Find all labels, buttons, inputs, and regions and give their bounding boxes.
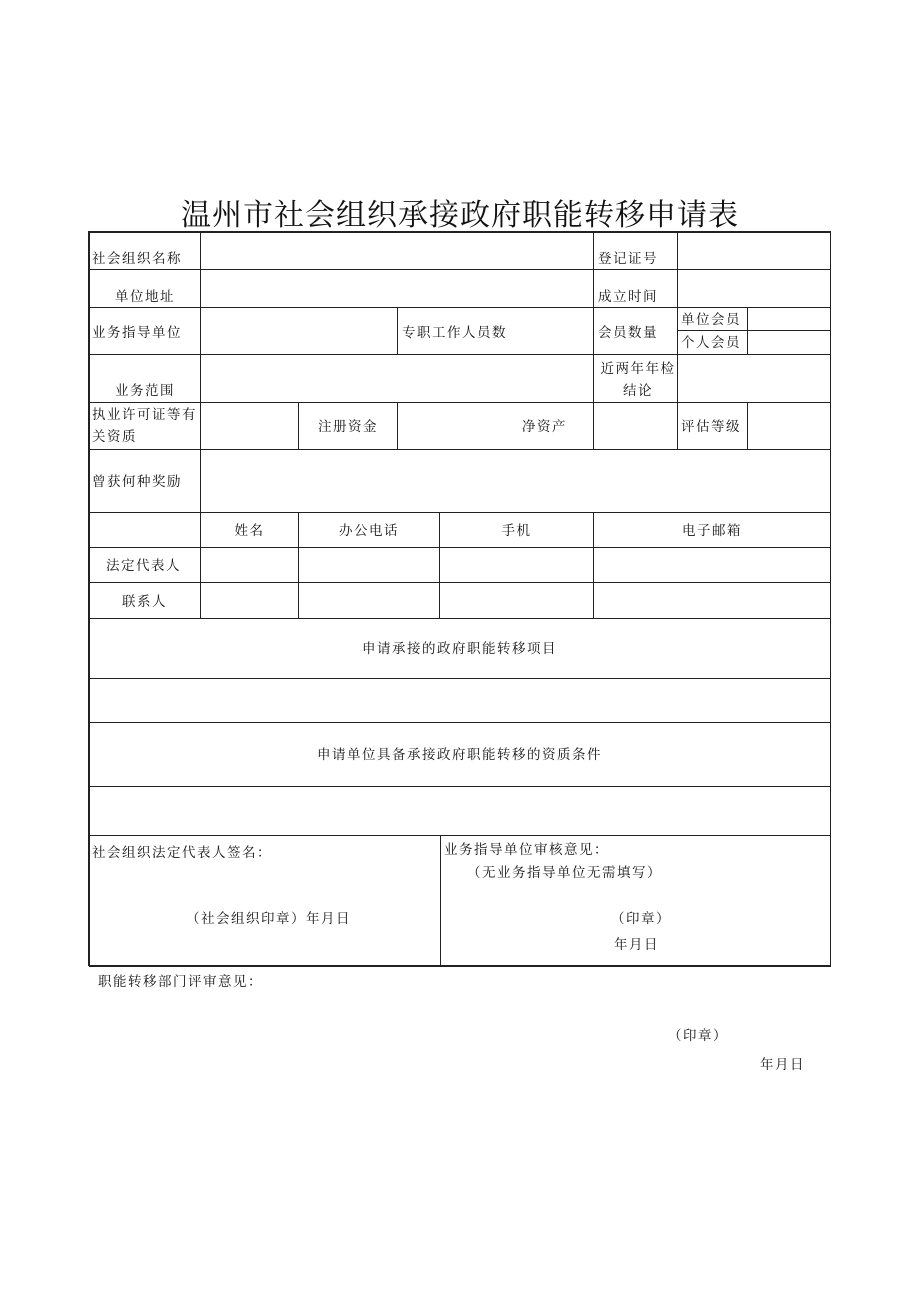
contact-header-name bbox=[200, 512, 299, 548]
license-label-cell bbox=[88, 402, 201, 450]
license-field[interactable] bbox=[200, 402, 299, 450]
annual-check-label: 近两年年检结论 bbox=[600, 361, 676, 399]
application-form-table bbox=[89, 232, 831, 967]
guide-note: （无业务指导单位无需填写） bbox=[467, 865, 662, 881]
dept-seal: （印章） bbox=[668, 1028, 728, 1044]
legal-rep-label-cell bbox=[88, 547, 201, 583]
rating-label: 评估等级 bbox=[681, 419, 741, 435]
scope-label-cell bbox=[88, 354, 201, 403]
awards-label-cell bbox=[88, 449, 201, 513]
founded-label-cell bbox=[593, 269, 678, 308]
header-mobile-label: 手机 bbox=[501, 523, 532, 539]
org-name-label: 社会组织名称 bbox=[92, 251, 182, 267]
header-email-label: 电子邮箱 bbox=[682, 523, 742, 539]
net-assets-label: 净资产 bbox=[522, 419, 567, 435]
legal-rep-mobile-field[interactable] bbox=[439, 547, 594, 583]
reg-capital-label-cell bbox=[298, 402, 398, 450]
person-member-label-cell bbox=[677, 330, 748, 355]
address-field[interactable] bbox=[200, 269, 594, 308]
dept-date: 年月日 bbox=[760, 1057, 805, 1073]
unit-member-field[interactable] bbox=[747, 307, 831, 331]
org-name-field[interactable] bbox=[200, 231, 594, 270]
rating-field[interactable] bbox=[747, 402, 831, 450]
annual-check-field[interactable] bbox=[677, 354, 831, 403]
unit-member-label: 单位会员 bbox=[681, 312, 741, 328]
contact-office-phone-field[interactable] bbox=[298, 582, 440, 619]
rating-label-cell bbox=[677, 402, 748, 450]
header-office-phone-label: 办公电话 bbox=[339, 523, 399, 539]
qualifications-section-title: 申请单位具备承接政府职能转移的资质条件 bbox=[317, 747, 602, 763]
projects-field[interactable] bbox=[88, 678, 831, 723]
address-label-cell bbox=[88, 269, 201, 308]
founded-label: 成立时间 bbox=[598, 289, 658, 305]
license-label: 执业许可证等有关资质 bbox=[92, 407, 197, 445]
contact-header-blank bbox=[88, 512, 201, 548]
guide-date: 年月日 bbox=[614, 937, 659, 953]
contact-label: 联系人 bbox=[122, 594, 167, 610]
awards-label: 曾获何种奖励 bbox=[92, 474, 182, 490]
legal-rep-email-field[interactable] bbox=[593, 547, 831, 583]
scope-label: 业务范围 bbox=[115, 383, 175, 399]
page-title: 温州市社会组织承接政府职能转移申请表 bbox=[181, 198, 739, 234]
unit-member-label-cell bbox=[677, 307, 748, 331]
rep-sign-label: 社会组织法定代表人签名： bbox=[92, 845, 272, 861]
person-member-field[interactable] bbox=[747, 330, 831, 355]
legal-rep-name-field[interactable] bbox=[200, 547, 299, 583]
member-count-label-cell bbox=[593, 307, 678, 355]
reg-no-label-cell bbox=[593, 231, 678, 270]
scope-field[interactable] bbox=[200, 354, 594, 403]
header-name-label: 姓名 bbox=[234, 523, 265, 539]
legal-rep-label: 法定代表人 bbox=[106, 558, 181, 574]
guide-unit-label: 业务指导单位 bbox=[92, 325, 182, 341]
guide-opinion-label: 业务指导单位审核意见： bbox=[444, 842, 609, 858]
guide-opinion-cell[interactable] bbox=[440, 835, 831, 966]
guide-unit-field[interactable] bbox=[200, 307, 398, 355]
org-seal-date: （社会组织印章）年月日 bbox=[186, 911, 351, 927]
staff-count-cell[interactable] bbox=[397, 307, 594, 355]
contact-header-email bbox=[593, 512, 831, 548]
projects-section-header bbox=[88, 618, 831, 679]
reg-capital-label: 注册资金 bbox=[318, 419, 378, 435]
rep-signature-cell[interactable] bbox=[88, 835, 441, 966]
guide-unit-label-cell bbox=[88, 307, 201, 355]
projects-section-title: 申请承接的政府职能转移项目 bbox=[362, 641, 557, 657]
reg-no-label: 登记证号 bbox=[598, 251, 658, 267]
person-member-label: 个人会员 bbox=[681, 335, 741, 351]
annual-check-label-cell bbox=[593, 354, 678, 403]
qualifications-field[interactable] bbox=[88, 786, 831, 836]
contact-header-mobile bbox=[439, 512, 594, 548]
contact-mobile-field[interactable] bbox=[439, 582, 594, 619]
member-count-label: 会员数量 bbox=[598, 325, 658, 341]
net-assets-field[interactable] bbox=[593, 402, 678, 450]
contact-name-field[interactable] bbox=[200, 582, 299, 619]
org-name-label-cell bbox=[88, 231, 201, 270]
contact-label-cell bbox=[88, 582, 201, 619]
guide-seal: （印章） bbox=[611, 911, 671, 927]
address-label: 单位地址 bbox=[115, 289, 175, 305]
awards-field[interactable] bbox=[200, 449, 831, 513]
contact-email-field[interactable] bbox=[593, 582, 831, 619]
qualifications-section-header bbox=[88, 722, 831, 787]
staff-count-label: 专职工作人员数 bbox=[402, 325, 507, 341]
contact-header-office-phone bbox=[298, 512, 440, 548]
legal-rep-office-phone-field[interactable] bbox=[298, 547, 440, 583]
reg-no-field[interactable] bbox=[677, 231, 831, 270]
dept-opinion-label: 职能转移部门评审意见： bbox=[98, 974, 263, 990]
reg-capital-field[interactable] bbox=[397, 402, 594, 450]
founded-field[interactable] bbox=[677, 269, 831, 308]
